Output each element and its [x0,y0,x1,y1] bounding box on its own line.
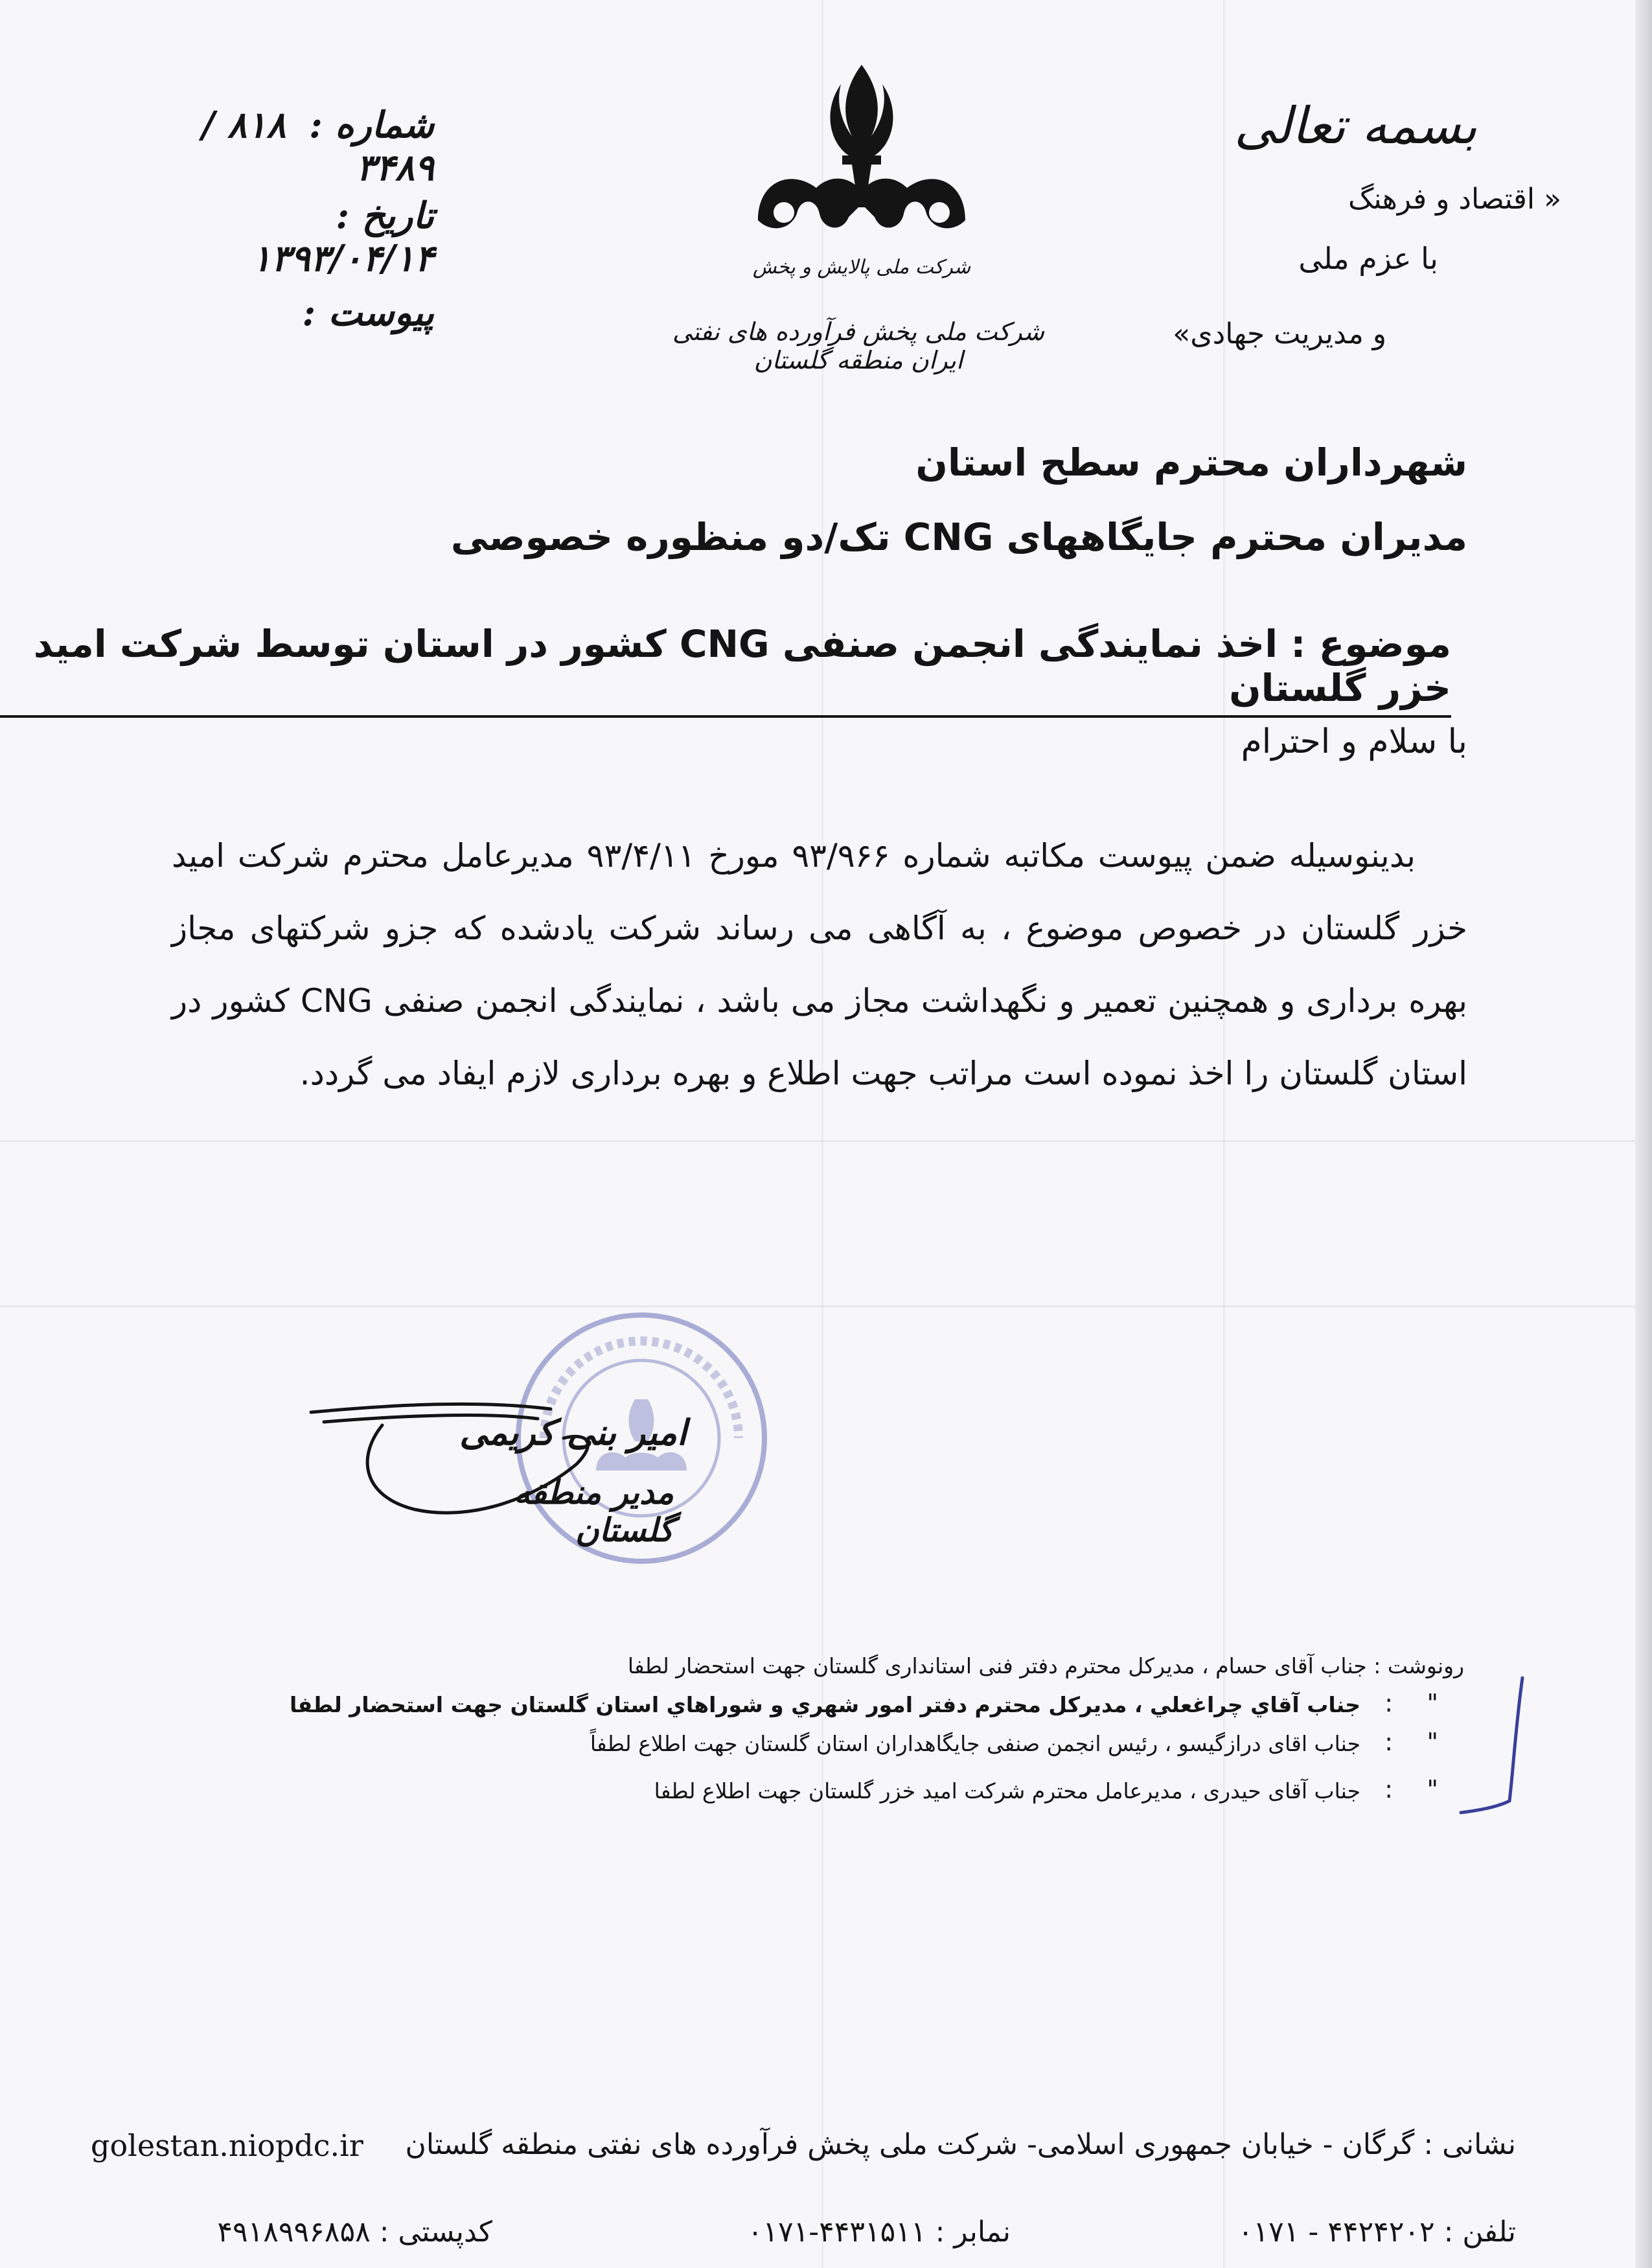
signer-name: امیر بنی کریمی [459,1412,687,1453]
footer-address: نشانی : گرگان - خیابان جمهوری اسلامی- شرکت ملی پخش فرآورده های نفتی منطقه گلستان [405,2128,1516,2161]
basmala: بسمه تعالی [1234,97,1477,155]
logo-caption-large: شرکت ملی پخش فرآورده های نفتی ایران منطقه گلستان [672,317,1045,374]
footer-phone: تلفن : ۴۴۲۴۲۰۲ - ۰۱۷۱ [1237,2216,1516,2249]
letter-attachment [162,292,434,334]
cc-ditto-mark: " [1427,1689,1438,1717]
cc-ditto-mark: " [1427,1728,1438,1756]
paper-fold [0,1305,1652,1307]
letter-attachment-label: پیوست : [302,292,434,334]
greeting: با سلام و احترام [1241,722,1467,761]
letter-subject: موضوع : اخذ نمایندگی انجمن صنفی CNG کشور در استان توسط شرکت امید خزر گلستان [0,622,1451,718]
footer-website: golestan.niopdc.ir [91,2128,363,2163]
footer-fax: نمابر : ۴۴۳۱۵۱۱-۰۱۷۱ [747,2216,1011,2249]
cc-colon-mark: : [1384,1775,1393,1804]
cc-line-2: جناب آقاي چراغعلي ، مديركل محترم دفتر امور شهري و شوراهاي استان گلستان جهت استحضار لطفا [290,1692,1360,1717]
letter-date [162,194,434,280]
paper-edge [1635,0,1652,2268]
letter-number [162,104,434,189]
cc-pen-mark-icon [1451,1671,1535,1820]
cc-colon-mark: : [1384,1728,1393,1756]
signer-title: مدیر منطقه گلستان [514,1474,674,1549]
niopdc-logo-icon [745,58,978,240]
letter-date-value: ۱۳۹۳/۰۴/۱۴ [251,237,434,280]
logo-caption-small: شرکت ملی پالایش و پخش [752,256,971,279]
motto-line-1: « اقتصاد و فرهنگ [1348,183,1561,216]
recipient-line-2: مدیران محترم جایگاههای CNG تک/دو منظوره خصوصی [450,515,1467,559]
cc-line-4: جناب آقای حیدری ، مدیرعامل محترم شرکت امید خزر گلستان جهت اطلاع لطفا [654,1778,1360,1804]
letter-date-label: تاریخ : [336,194,434,237]
letter-body: بدینوسیله ضمن پیوست مکاتبه شماره ۹۳/۹۶۶ مورخ ۹۳/۴/۱۱ مدیرعامل محترم شرکت امید خزر گلستان در خصوص موضوع ، به آگاهی می رساند شرکت یادشده که جزو شرکتهای مجاز بهره برداری و همچنین تعمیر و نگهداشت مجاز می باشد ، نمایندگی انجمن صنفی CNG کشور در استان گلستان را اخذ نموده است مراتب جهت اطلاع و بهره برداری لازم ایفاد می گردد. [172,837,1467,1092]
cc-colon-mark: : [1384,1689,1393,1717]
motto-line-3: و مدیریت جهادی» [1173,317,1386,350]
paper-fold [0,1140,1652,1142]
footer-postal-code: کدپستی : ۴۹۱۸۹۹۶۸۵۸ [217,2216,492,2249]
cc-ditto-mark: " [1427,1775,1438,1804]
motto-line-2: با عزم ملی [1298,241,1438,276]
letter-number-label: شماره : [309,104,434,146]
cc-line-1: رونوشت : جناب آقای حسام ، مدیرکل محترم دفتر فنی استانداری گلستان جهت استحضار لطفا [627,1653,1464,1678]
letter-number-value: ۸۱۸ / ۳۴۸۹ [201,104,434,189]
recipient-line-1: شهرداران محترم سطح استان [915,441,1467,485]
cc-line-3: جناب اقای درازگیسو ، رئیس انجمن صنفی جایگاهداران استان گلستان جهت اطلاع لطفاً [590,1731,1360,1756]
